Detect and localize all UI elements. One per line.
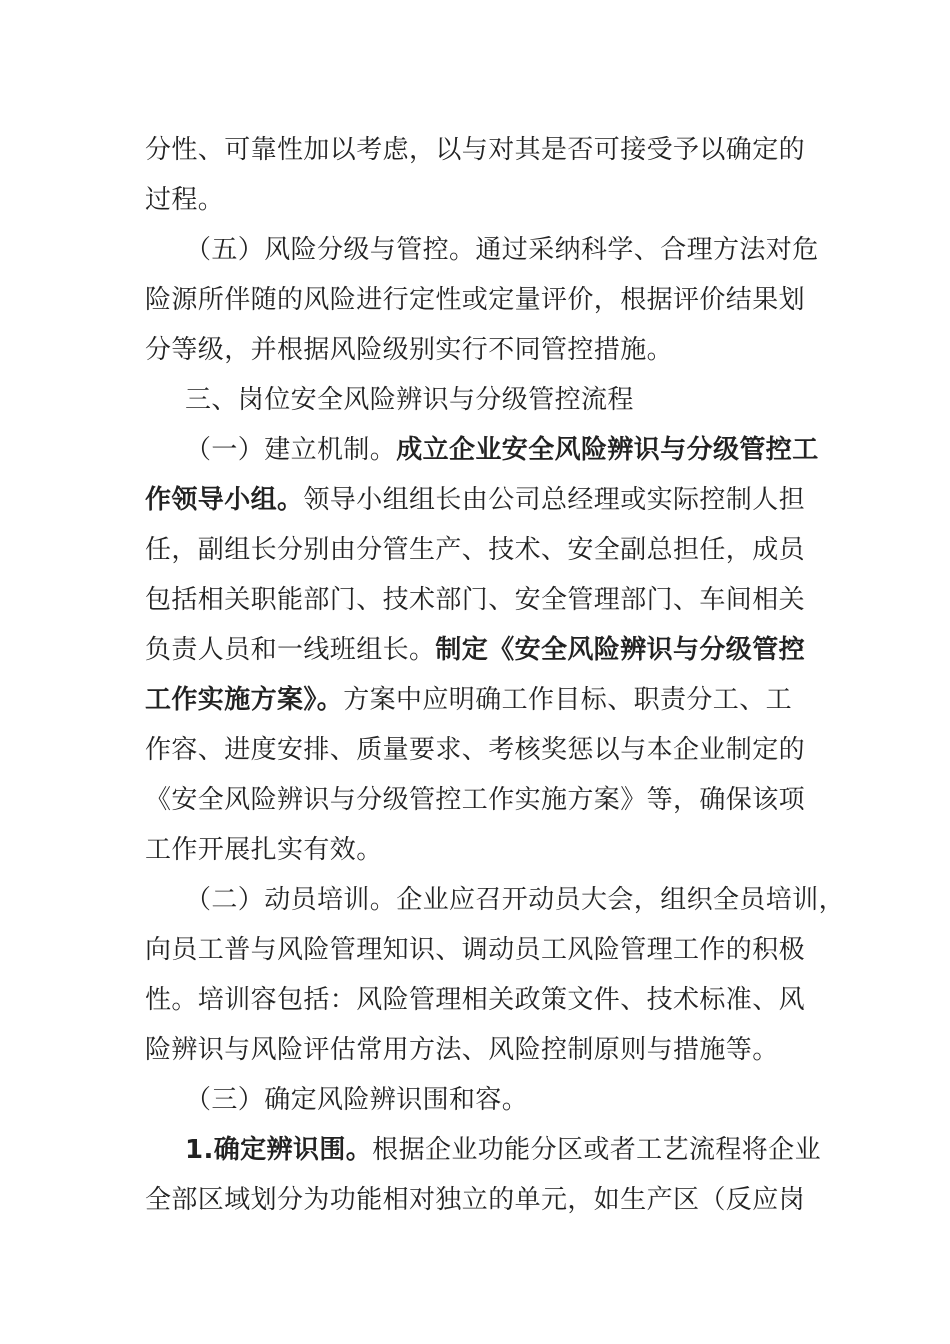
- text-line: [145, 684, 792, 716]
- bold-text-segment: 成立企业安全风险辨识与分级管控工: [396, 435, 819, 465]
- text-line: [185, 884, 845, 916]
- text-line: [145, 334, 673, 366]
- text-segment: 三、岗位安全风险辨识与分级管控流程: [185, 385, 634, 415]
- text-segment: （三）确定风险辨识围和容。: [185, 1085, 529, 1115]
- text-line: [145, 984, 805, 1016]
- text-line: [145, 634, 805, 666]
- text-line: [145, 784, 805, 816]
- text-line: [145, 484, 805, 516]
- text-segment: （五）风险分级与管控。通过采纳科学、合理方法对危: [185, 235, 819, 265]
- text-line: [185, 1084, 528, 1116]
- bold-text-segment: 制定《安全风险辨识与分级管控: [435, 635, 806, 665]
- text-line: [145, 284, 805, 316]
- text-segment: 领导小组组长由公司总经理或实际控制人担: [303, 485, 806, 515]
- text-segment: 分性、可靠性加以考虑，以与对其是否可接受予以确定的: [145, 135, 806, 165]
- text-segment: 性。培训容包括：风险管理相关政策文件、技术标准、风: [145, 985, 806, 1015]
- text-segment: 全部区域划分为功能相对独立的单元，如生产区（反应岗: [145, 1185, 806, 1215]
- text-line: [185, 434, 819, 466]
- text-line: [145, 584, 805, 616]
- text-segment: 方案中应明确工作目标、职责分工、工: [343, 685, 793, 715]
- text-segment: 工作开展扎实有效。: [145, 835, 383, 865]
- bold-text-segment: 作领导小组。: [145, 485, 304, 515]
- text-line: [185, 1134, 821, 1166]
- text-segment: （一）建立机制。: [185, 435, 397, 465]
- text-segment: 负责人员和一线班组长。: [145, 635, 436, 665]
- text-line: [145, 1034, 779, 1066]
- text-segment: 险辨识与风险评估常用方法、风险控制原则与措施等。: [145, 1035, 779, 1065]
- text-segment: 根据企业功能分区或者工艺流程将企业: [372, 1135, 821, 1165]
- text-segment: 险源所伴随的风险进行定性或定量评价，根据评价结果划: [145, 285, 806, 315]
- bold-text-segment: 1.确定辨识围。: [185, 1135, 373, 1165]
- text-segment: 向员工普与风险管理知识、调动员工风险管理工作的积极: [145, 935, 806, 965]
- text-line: [145, 934, 805, 966]
- text-segment: 《安全风险辨识与分级管控工作实施方案》等，确保该项: [145, 785, 806, 815]
- text-segment: 分等级，并根据风险级别实行不同管控措施。: [145, 335, 674, 365]
- text-segment: 任，副组长分别由分管生产、技术、安全副总担任，成员: [145, 535, 806, 565]
- text-line: [145, 534, 805, 566]
- text-segment: 过程。: [145, 185, 225, 215]
- text-line: [145, 834, 383, 866]
- text-line: [145, 1184, 805, 1216]
- text-line: [145, 184, 224, 216]
- text-line: [145, 134, 805, 166]
- section-heading: [185, 384, 634, 416]
- text-line: [185, 234, 819, 266]
- text-segment: 作容、进度安排、质量要求、考核奖惩以与本企业制定的: [145, 735, 806, 765]
- text-line: [145, 734, 805, 766]
- text-segment: （二）动员培训。企业应召开动员大会，组织全员培训，: [185, 885, 846, 915]
- bold-text-segment: 工作实施方案》。: [145, 685, 344, 715]
- text-segment: 包括相关职能部门、技术部门、安全管理部门、车间相关: [145, 585, 806, 615]
